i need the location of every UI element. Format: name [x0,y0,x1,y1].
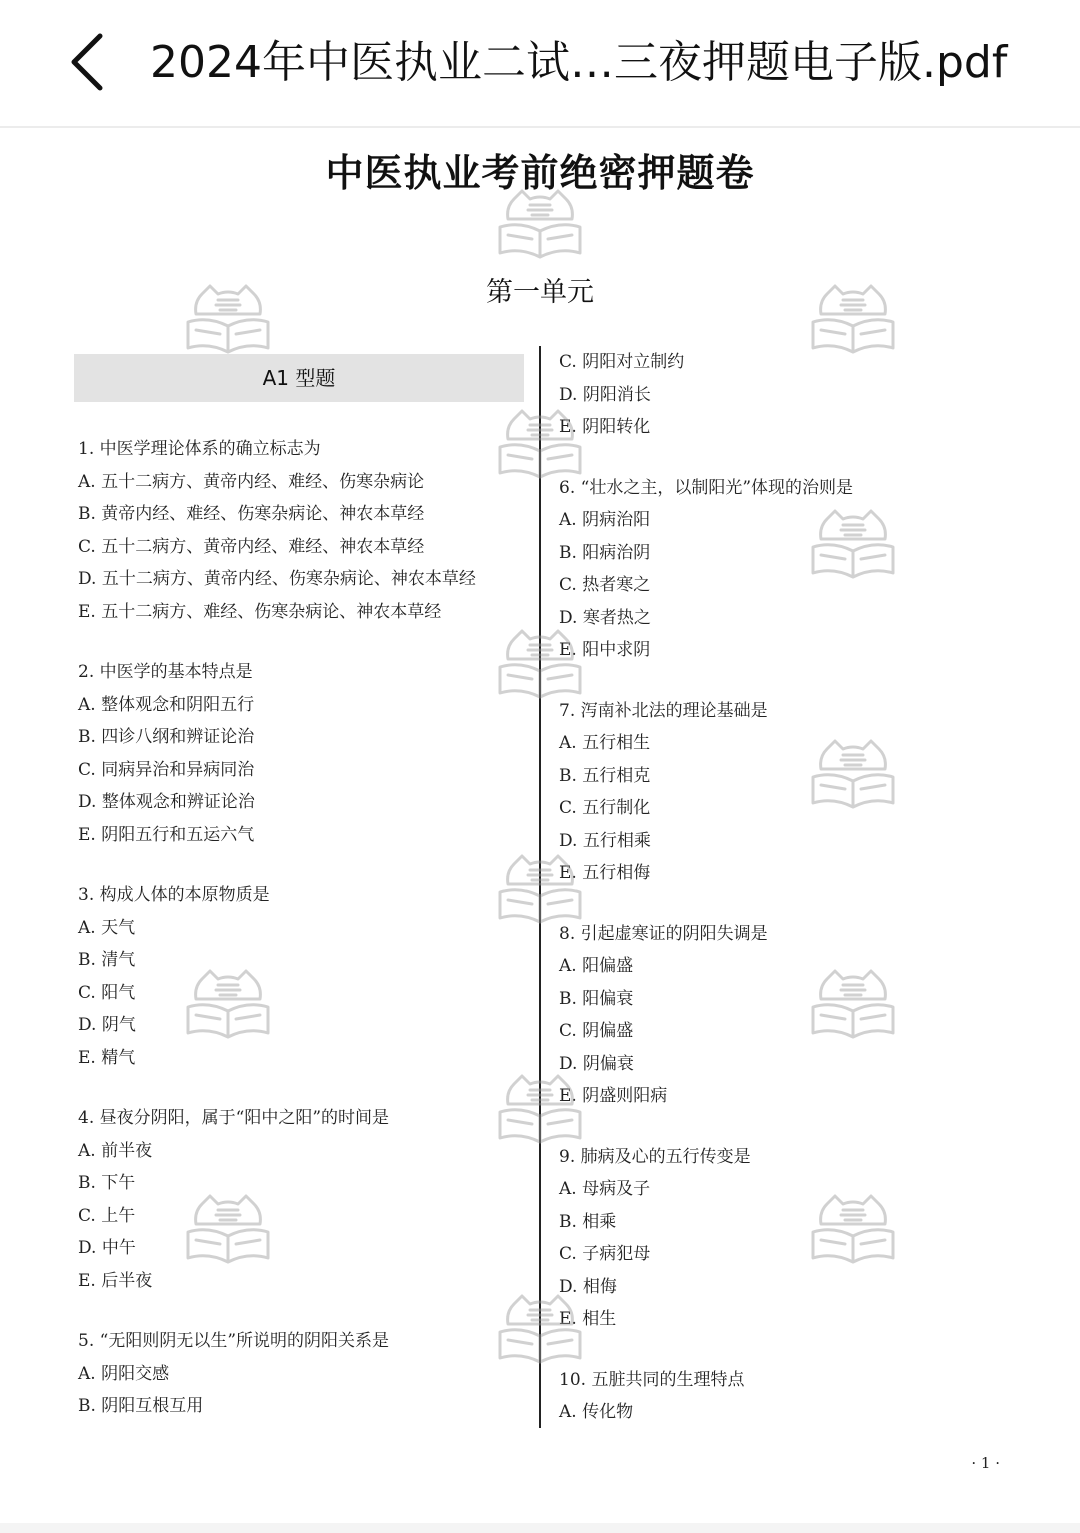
question-stem: 4. 昼夜分阴阳，属于“阳中之阳”的时间是 [78,1108,390,1128]
answer-option: A. 母病及子 [559,1179,651,1199]
question-gap [78,851,528,879]
answer-option: D. 五十二病方、黄帝内经、伤寒杂病论、神农本草经 [78,569,476,589]
page-number: · 1 · [971,1454,1000,1472]
answer-option: E. 后半夜 [78,1270,153,1291]
answer-option: E. 相生 [559,1309,617,1329]
bottom-edge [0,1523,1080,1533]
answer-option: C. 五十二病方、黄帝内经、难经、神农本草经 [78,536,425,557]
document-file-title: 2024年中医执业二试…三夜押题电子版.pdf [150,37,1008,88]
answer-option: A. 传化物 [559,1402,634,1422]
answer-option: E. 阴阳五行和五运六气 [78,824,255,845]
question-stem: 2. 中医学的基本特点是 [78,662,253,682]
answer-option: E. 五行相侮 [559,863,651,883]
answer-option: A. 整体观念和阴阳五行 [78,694,255,715]
answer-option: C. 上午 [78,1205,136,1226]
answer-option: A. 阴阳交感 [78,1363,170,1384]
question-gap [559,444,1029,472]
question-gap [78,1074,528,1102]
answer-option: E. 阳中求阴 [559,640,651,660]
answer-option: E. 五十二病方、难经、伤寒杂病论、神农本草经 [78,601,442,622]
left-question-column [78,433,528,1423]
answer-option: C. 五行制化 [559,798,651,818]
question-type-banner: A1 型题 [74,354,524,402]
answer-option: C. 阳气 [78,982,136,1003]
answer-option: D. 整体观念和辨证论治 [78,792,255,812]
answer-option: D. 相侮 [559,1276,617,1297]
question-stem: 6. “壮水之主，以制阳光”体现的治则是 [559,477,854,498]
answer-option: A. 阳偏盛 [559,956,634,976]
question-gap [78,1297,528,1325]
question-stem: 1. 中医学理论体系的确立标志为 [78,439,321,459]
question-gap [559,1113,1029,1141]
answer-option: B. 四诊八纲和辨证论治 [78,727,255,747]
answer-option: B. 下午 [78,1173,136,1193]
answer-option: A. 阴病治阳 [559,510,651,530]
answer-option: B. 五行相克 [559,765,651,786]
answer-option: A. 天气 [78,917,136,938]
answer-option: C. 阴偏盛 [559,1021,634,1041]
answer-option: B. 黄帝内经、难经、伤寒杂病论、神农本草经 [78,504,425,524]
answer-option: B. 相乘 [559,1211,617,1232]
answer-option: B. 清气 [78,950,136,970]
question-stem: 8. 引起虚寒证的阴阳失调是 [559,923,768,944]
chevron-left-icon [58,22,128,102]
answer-option: B. 阳偏衰 [559,988,634,1009]
question-stem: 7. 泻南补北法的理论基础是 [559,700,768,721]
question-gap [559,667,1029,695]
answer-option: D. 五行相乘 [559,830,651,851]
question-gap [559,890,1029,918]
back-button[interactable] [58,22,128,102]
answer-option: E. 阴盛则阳病 [559,1086,668,1106]
unit-title: 第一单元 [486,277,594,308]
pdf-page[interactable] [0,128,1080,1523]
question-stem: 9. 肺病及心的五行传变是 [559,1146,751,1167]
answer-option: C. 阴阳对立制约 [559,352,685,372]
answer-option: B. 阴阳互根互用 [78,1396,204,1416]
question-gap [559,1336,1029,1364]
answer-option: C. 热者寒之 [559,575,651,595]
right-question-column [559,346,1029,1429]
answer-option: C. 同病异治和异病同治 [78,759,255,780]
answer-option: E. 阴阳转化 [559,417,651,437]
answer-option: D. 中午 [78,1238,136,1258]
answer-option: C. 子病犯母 [559,1244,651,1264]
question-stem: 5. “无阳则阴无以生”所说明的阴阳关系是 [78,1331,390,1351]
top-app-bar [0,0,1080,128]
exam-title: 中医执业考前绝密押题卷 [325,150,755,195]
answer-option: D. 阴气 [78,1015,136,1035]
question-stem: 10. 五脏共同的生理特点 [559,1369,745,1390]
answer-option: B. 阳病治阴 [559,542,651,563]
answer-option: A. 前半夜 [78,1140,153,1161]
answer-option: D. 寒者热之 [559,607,651,628]
answer-option: A. 五行相生 [559,733,651,753]
answer-option: D. 阴偏衰 [559,1053,634,1074]
answer-option: E. 精气 [78,1047,136,1068]
answer-option: A. 五十二病方、黄帝内经、难经、伤寒杂病论 [78,471,425,492]
column-divider [539,346,541,1428]
answer-option: D. 阴阳消长 [559,384,651,405]
question-gap [78,628,528,656]
question-stem: 3. 构成人体的本原物质是 [78,885,270,905]
